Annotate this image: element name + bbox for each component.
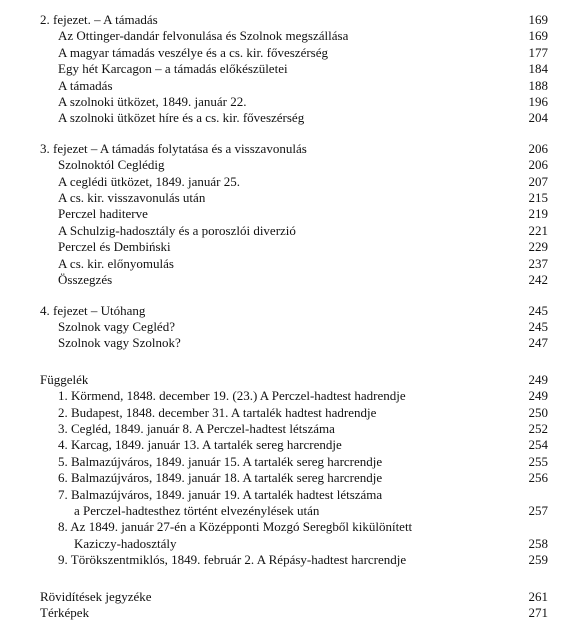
page-number: 245 xyxy=(528,302,548,318)
appendix-entry-continuation xyxy=(40,503,548,519)
page-number: 206 xyxy=(528,140,548,156)
back-matter-entry xyxy=(40,589,548,605)
page-number: 207 xyxy=(528,173,548,189)
page-number: 242 xyxy=(528,272,548,288)
page-number: 221 xyxy=(528,222,548,238)
entry-title: A szolnoki ütközet, 1849. január 22. xyxy=(58,94,247,110)
page-number: 271 xyxy=(528,605,548,620)
entry-title: A cs. kir. visszavonulás után xyxy=(58,190,206,206)
page-number: 215 xyxy=(528,190,548,206)
page-number: 259 xyxy=(528,552,548,568)
chapter-heading xyxy=(40,303,548,319)
page-number: 206 xyxy=(528,157,548,173)
entry-title: A szolnoki ütközet híre és a cs. kir. főveszérség xyxy=(58,110,305,126)
page-number: 252 xyxy=(528,420,548,436)
appendix-entry xyxy=(40,405,548,421)
entry-title: Térképek xyxy=(40,605,90,620)
entry-title: Összegzés xyxy=(58,272,113,288)
entry-title: A cs. kir. előnyomulás xyxy=(58,255,174,271)
entry-title: a Perczel-hadtesthez történt elvezénylések után xyxy=(74,502,320,518)
toc-entry xyxy=(40,206,548,222)
chapter-heading xyxy=(40,141,548,157)
appendix-entry xyxy=(40,519,548,535)
appendix-heading xyxy=(40,372,548,388)
appendix-entry xyxy=(40,437,548,453)
page-number: 254 xyxy=(528,437,548,453)
chapter-title: 2. fejezet. – A támadás xyxy=(40,12,158,27)
entry-title: 4. Karcag, 1849. január 13. A tartalék sereg harcrendje xyxy=(58,437,342,453)
entry-title: A magyar támadás veszélye és a cs. kir. főveszérség xyxy=(58,44,329,60)
appendix-entry-continuation xyxy=(40,536,548,552)
appendix-entry xyxy=(40,388,548,404)
spacer xyxy=(40,569,548,589)
entry-title: 9. Törökszentmiklós, 1849. február 2. A Répásy-hadtest harcrendje xyxy=(58,552,407,568)
page-number: 237 xyxy=(528,255,548,271)
entry-title: Rövidítések jegyzéke xyxy=(40,588,152,604)
page-number: 261 xyxy=(528,588,548,604)
appendix-title: Függelék xyxy=(40,371,89,387)
entry-title: 3. Cegléd, 1849. január 8. A Perczel-hadtest létszáma xyxy=(58,420,335,436)
entry-title: 1. Körmend, 1848. december 19. (23.) A Perczel-hadtest hadrendje xyxy=(58,388,406,404)
page-number: 219 xyxy=(528,206,548,222)
page-number: 256 xyxy=(528,470,548,486)
toc-entry xyxy=(40,272,548,288)
toc-entry xyxy=(40,174,548,190)
page-number: 177 xyxy=(528,44,548,60)
appendix-entry xyxy=(40,454,548,470)
appendix-entry xyxy=(40,487,548,503)
toc-entry xyxy=(40,335,548,351)
appendix-entry xyxy=(40,552,548,568)
page-number: 169 xyxy=(528,28,548,44)
spacer xyxy=(40,352,548,372)
page-number: 184 xyxy=(528,61,548,77)
toc-entry xyxy=(40,157,548,173)
toc-entry xyxy=(40,223,548,239)
chapter-title: 3. fejezet – A támadás folytatása és a visszavonulás xyxy=(40,140,307,156)
appendix-entry xyxy=(40,470,548,486)
entry-title: 7. Balmazújváros, 1849. január 19. A tartalék hadtest létszáma xyxy=(58,486,383,502)
entry-title: 2. Budapest, 1848. december 31. A tartalék hadtest hadrendje xyxy=(58,404,377,420)
page-number: 250 xyxy=(528,404,548,420)
chapter-title: 4. fejezet – Utóhang xyxy=(40,302,146,318)
entry-title: A támadás xyxy=(58,77,113,93)
page-number: 249 xyxy=(528,371,548,387)
entry-title: Az Ottinger-dandár felvonulása és Szolnok megszállása xyxy=(58,28,349,44)
toc-entry xyxy=(40,28,548,44)
entry-title: Egy hét Karcagon – a támadás előkészületei xyxy=(58,61,288,77)
entry-title: Kaziczy-hadosztály xyxy=(74,535,177,551)
toc-entry xyxy=(40,61,548,77)
toc-entry xyxy=(40,78,548,94)
page-number: 188 xyxy=(528,77,548,93)
appendix-entry xyxy=(40,421,548,437)
table-of-contents xyxy=(40,12,548,621)
entry-title: 5. Balmazújváros, 1849. január 15. A tartalék sereg harcrendje xyxy=(58,453,383,469)
spacer xyxy=(40,127,548,141)
toc-entry xyxy=(40,239,548,255)
toc-entry xyxy=(40,256,548,272)
page-number: 249 xyxy=(528,388,548,404)
back-matter-entry xyxy=(40,605,548,621)
entry-title: A ceglédi ütközet, 1849. január 25. xyxy=(58,173,240,189)
spacer xyxy=(40,289,548,303)
page-number: 169 xyxy=(528,12,548,27)
chapter-heading xyxy=(40,12,548,28)
toc-entry xyxy=(40,319,548,335)
page-number: 247 xyxy=(528,335,548,351)
entry-title: 6. Balmazújváros, 1849. január 18. A tartalék sereg harcrendje xyxy=(58,470,383,486)
page-number: 229 xyxy=(528,239,548,255)
toc-entry xyxy=(40,45,548,61)
page-number: 255 xyxy=(528,453,548,469)
page-number: 196 xyxy=(528,94,548,110)
page-number: 258 xyxy=(528,535,548,551)
toc-entry xyxy=(40,190,548,206)
entry-title: Szolnok vagy Szolnok? xyxy=(58,335,181,351)
page-number: 245 xyxy=(528,318,548,334)
entry-title: Perczel és Dembiński xyxy=(58,239,171,255)
toc-entry xyxy=(40,94,548,110)
entry-title: A Schulzig-hadosztály és a poroszlói diverzió xyxy=(58,222,296,238)
entry-title: Szolnoktól Ceglédig xyxy=(58,157,165,173)
toc-entry xyxy=(40,110,548,126)
page-number: 257 xyxy=(528,502,548,518)
entry-title: 8. Az 1849. január 27-én a Középponti Mozgó Seregből kikülönített xyxy=(58,519,413,535)
page-number: 204 xyxy=(528,110,548,126)
entry-title: Szolnok vagy Cegléd? xyxy=(58,318,175,334)
entry-title: Perczel haditerve xyxy=(58,206,148,222)
